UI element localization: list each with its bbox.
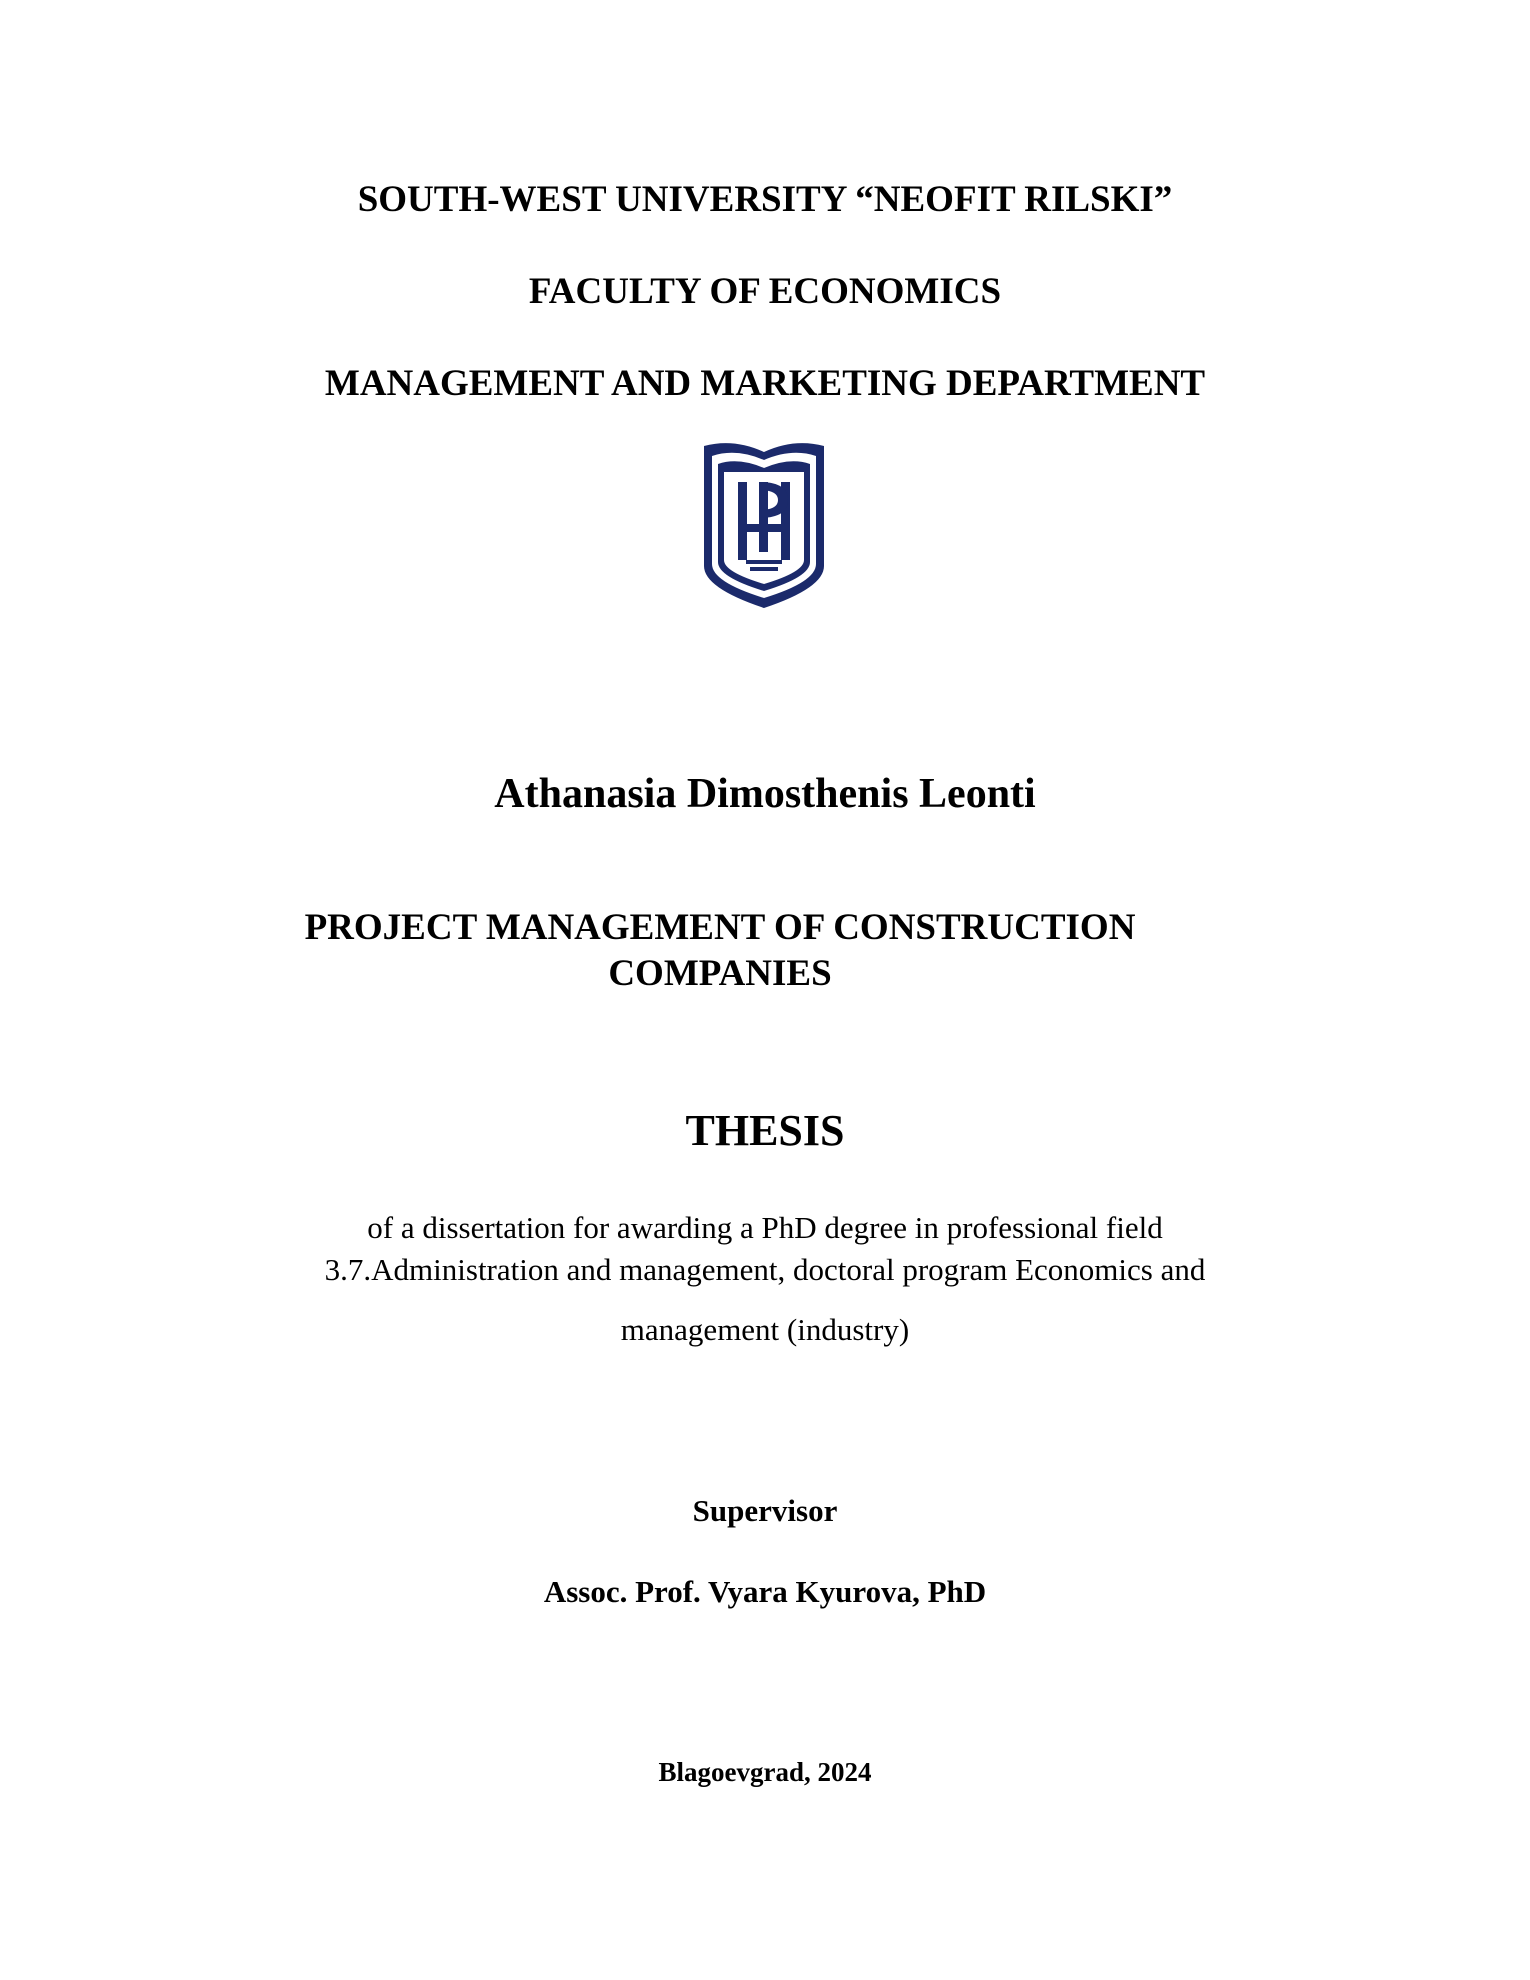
description-line-2: 3.7.Administration and management, doctoral program Economics and	[324, 1252, 1206, 1287]
university-crest-icon	[700, 438, 828, 610]
supervisor-label: Supervisor	[692, 1493, 838, 1528]
thesis-title-line-1: PROJECT MANAGEMENT OF CONSTRUCTION	[304, 907, 1136, 948]
faculty-name: FACULTY OF ECONOMICS	[528, 271, 1002, 312]
thesis-title-line-2: COMPANIES	[608, 953, 832, 994]
university-name: SOUTH-WEST UNIVERSITY “NEOFIT RILSKI”	[357, 179, 1173, 220]
supervisor-name: Assoc. Prof. Vyara Kyurova, PhD	[543, 1574, 987, 1609]
document-type: THESIS	[685, 1106, 845, 1155]
place-and-date: Blagoevgrad, 2024	[658, 1757, 872, 1787]
thesis-title	[270, 905, 1170, 997]
department-name: MANAGEMENT AND MARKETING DEPARTMENT	[324, 363, 1206, 404]
author-name: Athanasia Dimosthenis Leonti	[494, 771, 1036, 817]
description-line-3: management (industry)	[620, 1312, 910, 1347]
description-line-1: of a dissertation for awarding a PhD degree in professional field	[367, 1210, 1163, 1245]
